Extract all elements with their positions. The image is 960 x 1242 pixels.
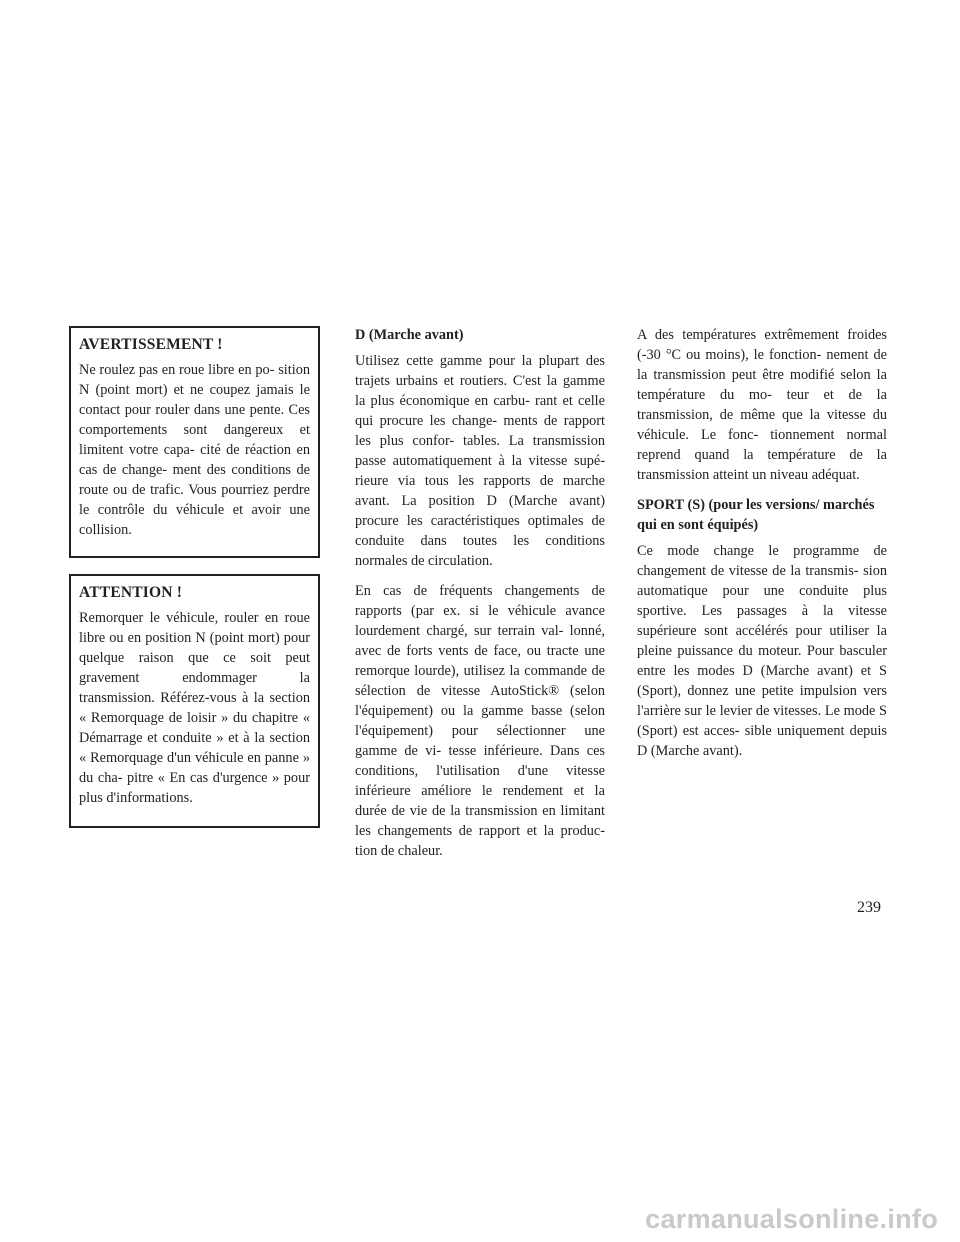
warning-title: AVERTISSEMENT !: [79, 336, 223, 353]
caution-title: ATTENTION !: [79, 584, 183, 601]
warning-box: [69, 326, 320, 558]
caution-text: Remorquer le véhicule, rouler en roue libre ou en position N (point mort) pour quelque raison que ce soit peut gravement endommager la transmission. Référez-vous à la section « Remorquage de loisir » du chapitre « Démarrage et conduite » et à la section « Remorquage d'un véhicule en panne » du cha- pitre « En cas d'urgence » pour plus d'informations.: [79, 610, 310, 806]
warning-text: Ne roulez pas en roue libre en po- sition N (point mort) et ne coupez jamais le contact pour rouler dans une pente. Ces comportements sont dangereux et limitent votre capa- cité de réaction en cas de change- ment des conditions de route ou de trafic. Vous pourriez perdre le contrôle du véhicule et avoir une collision.: [79, 362, 310, 538]
sport-heading: SPORT (S) (pour les versions/ marchés qui en sont équipés): [637, 497, 875, 533]
drive-section: [355, 325, 605, 871]
drive-paragraph-1: Utilisez cette gamme pour la plupart des trajets urbains et routiers. C'est la gamme la plus économique en carbu- rant et celle qui procure les change- ments de rapport les plus confor- tables. La transmission passe automatiquement à la vitesse supé- rieure via tous les rapports de marche avant. La position D (Marche avant) procure les caractéristiques optimales de conduite dans toutes les conditions normales de circulation.: [355, 353, 605, 569]
watermark: carmanualsonline.info: [645, 1204, 938, 1234]
drive-heading: D (Marche avant): [355, 327, 464, 343]
caution-box: [69, 574, 320, 828]
cold-temperature-paragraph: A des températures extrêmement froides (-30 °C ou moins), le fonction- nement de la transmission peut être modifié selon la température du mo- teur et de la transmission, de même que la vitesse du véhicule. Le fonc- tionnement normal reprend quand la température de la transmission atteint un niveau adéquat.: [637, 327, 887, 483]
right-column: [637, 325, 887, 771]
sport-paragraph: Ce mode change le programme de changement de vitesse de la transmis- sion automatique pour une conduite plus sportive. Les passages à la vitesse supérieure sont accélérés pour utiliser la pleine puissance du moteur. Pour basculer entre les modes D (Marche avant) et S (Sport), donnez une petite impulsion vers l'arrière sur le levier de vitesses. Le mode S (Sport) est acces- sible uniquement depuis D (Marche avant).: [637, 543, 887, 759]
drive-paragraph-2: En cas de fréquents changements de rapports (par ex. si le véhicule avance lourdement chargé, sur terrain val- lonné, avec de forts vents de face, ou tracte une remorque lourde), utilisez la commande de sélection de vitesse AutoStick® (selon l'équipement) ou la gamme basse (selon l'équipement) pour sélectionner une gamme de vi- tesse inférieure. Dans ces conditions, l'utilisation d'une vitesse inférieure améliore le rendement et la durée de vie de la transmission en limitant les changements de rapport et la produc- tion de chaleur.: [355, 583, 605, 859]
page-number: 239: [857, 899, 881, 916]
